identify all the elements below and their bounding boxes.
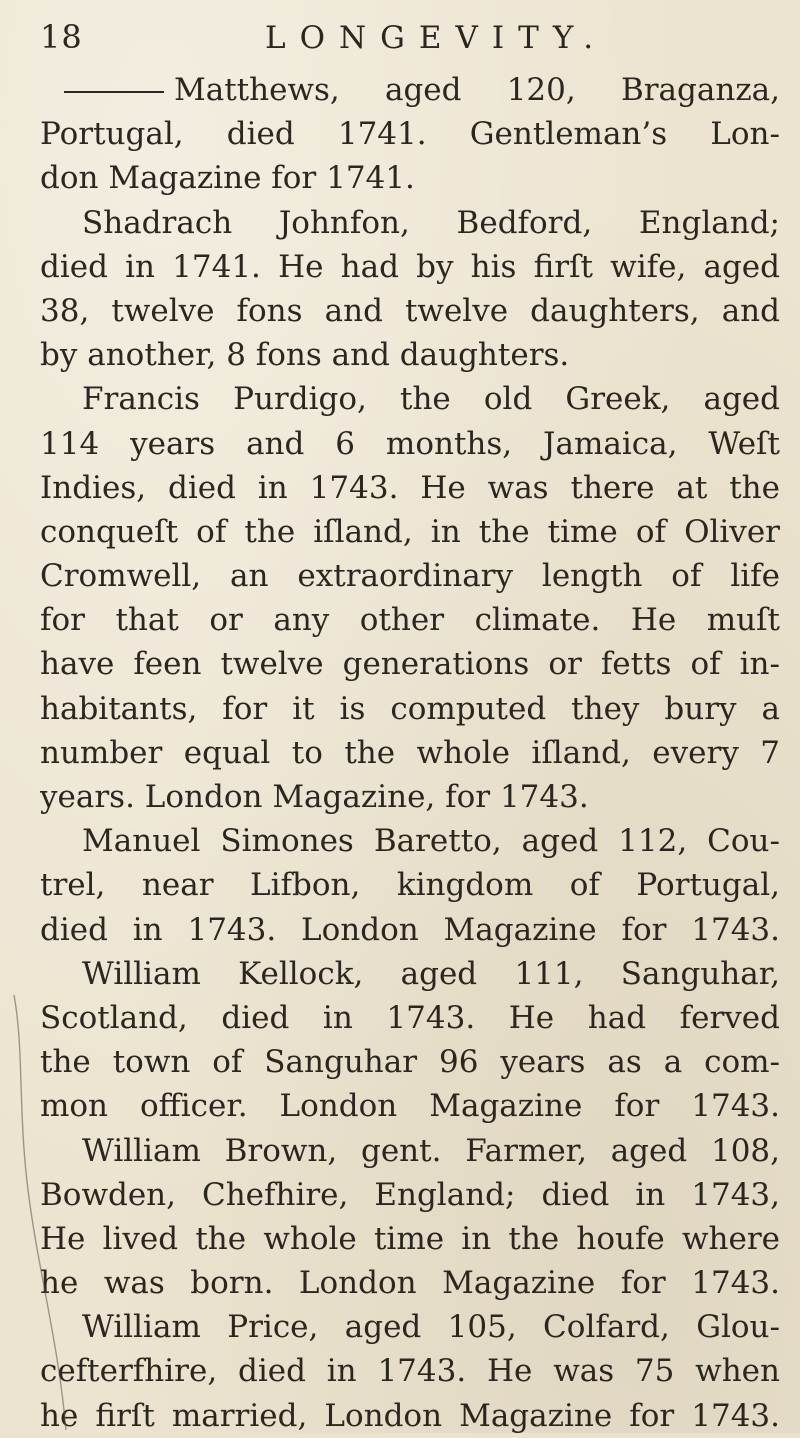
text-line: William Price, aged 105, Colfard, Glou- — [82, 1309, 780, 1346]
text-line: cefterfhire, died in 1743. He was 75 when — [40, 1353, 780, 1390]
text-line — [40, 68, 780, 112]
text-line: the town of Sanguhar 96 years as a com- — [40, 1044, 780, 1081]
text-line: Manuel Simones Baretto, aged 112, Cou- — [82, 823, 780, 860]
text-line: 38, twelve fons and twelve daughters, and — [40, 292, 780, 329]
text-line: died in 1743. London Magazine for 1743. — [40, 911, 780, 948]
text-line: died in 1741. He had by his firſt wife, aged — [40, 248, 780, 285]
text-line: he firſt married, London Magazine for 1743. — [40, 1397, 780, 1434]
text-line: conqueſt of the iſland, in the time of Oliver — [40, 513, 780, 550]
text-line: Francis Purdigo, the old Greek, aged — [82, 381, 780, 418]
text-line: number equal to the whole iſland, every 7 — [40, 734, 780, 771]
text-line: William Brown, gent. Farmer, aged 108, — [82, 1132, 780, 1169]
text-line: habitants, for it is computed they bury a — [40, 690, 780, 727]
page-number: 18 — [40, 18, 83, 56]
text-line: Portugal, died 1741. Gentleman’s Lon- — [40, 116, 780, 153]
margin-pencil-mark — [0, 990, 70, 1433]
text-line: he was born. London Magazine for 1743. — [40, 1265, 780, 1302]
text-line: Cromwell, an extraordinary length of life — [40, 558, 780, 595]
text-line-content: Matthews, aged 120, Braganza, — [174, 72, 780, 108]
text-line: have feen twelve generations or fetts of in- — [40, 646, 780, 683]
em-dash-rule — [64, 91, 164, 93]
text-line: Shadrach Johnfon, Bedford, England; — [82, 204, 780, 241]
body-text — [40, 68, 780, 1438]
text-line: years. London Magazine, for 1743. — [40, 779, 589, 815]
text-line: by another, 8 fons and daughters. — [40, 337, 570, 374]
text-line: Indies, died in 1743. He was there at the — [40, 469, 780, 506]
page-header — [40, 12, 780, 62]
text-line: for that or any other climate. He muſt — [40, 602, 780, 639]
text-line: Scotland, died in 1743. He had ferved — [40, 999, 780, 1036]
text-line: 114 years and 6 months, Jamaica, Weſt — [40, 425, 780, 462]
text-line: don Magazine for 1741. — [40, 160, 415, 197]
text-line: trel, near Lifbon, kingdom of Portugal, — [40, 867, 780, 904]
text-line: mon officer. London Magazine for 1743. — [40, 1088, 780, 1125]
text-line: Bowden, Chefhire, England; died in 1743, — [40, 1176, 780, 1213]
text-line: He lived the whole time in the houfe where — [40, 1220, 780, 1257]
running-head: LONGEVITY. — [265, 20, 608, 56]
text-line: William Kellock, aged 111, Sanguhar, — [82, 955, 780, 992]
